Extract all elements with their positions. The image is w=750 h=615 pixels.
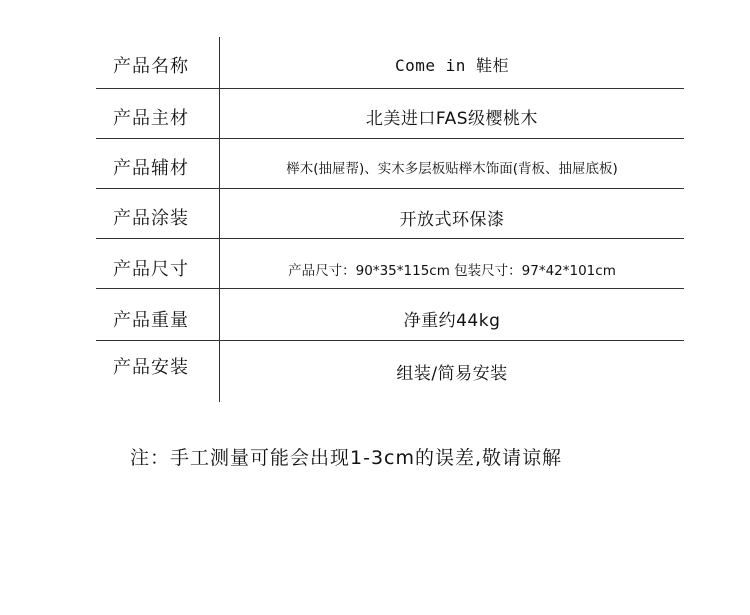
spec-value-main-material: 北美进口FAS级樱桃木 — [365, 109, 539, 129]
spec-label-name: 产品名称 — [113, 56, 189, 77]
spec-value-finish: 开放式环保漆 — [399, 210, 505, 230]
row-divider — [96, 238, 684, 239]
row-divider — [96, 138, 684, 139]
spec-value-size: 产品尺寸：90*35*115cm 包装尺寸：97*42*101cm — [288, 263, 616, 279]
spec-label-install: 产品安装 — [113, 357, 189, 378]
spec-label-weight: 产品重量 — [113, 310, 189, 331]
spec-value-aux-material: 榉木(抽屉帮)、实木多层板贴榉木饰面(背板、抽屉底板) — [286, 161, 618, 177]
spec-label-size: 产品尺寸 — [113, 259, 189, 280]
measurement-note: 注：手工测量可能会出现1-3cm的误差,敬请谅解 — [130, 447, 563, 469]
spec-value-name: Come in 鞋柜 — [394, 56, 510, 75]
row-divider — [96, 188, 684, 189]
row-divider — [96, 288, 684, 289]
spec-value-weight: 净重约44kg — [403, 311, 501, 331]
spec-label-main-material: 产品主材 — [113, 108, 189, 129]
spec-label-aux-material: 产品辅材 — [113, 158, 189, 179]
spec-value-install: 组装/简易安装 — [396, 364, 508, 384]
row-divider — [96, 340, 684, 341]
spec-label-finish: 产品涂装 — [113, 208, 189, 229]
row-divider — [96, 88, 684, 89]
